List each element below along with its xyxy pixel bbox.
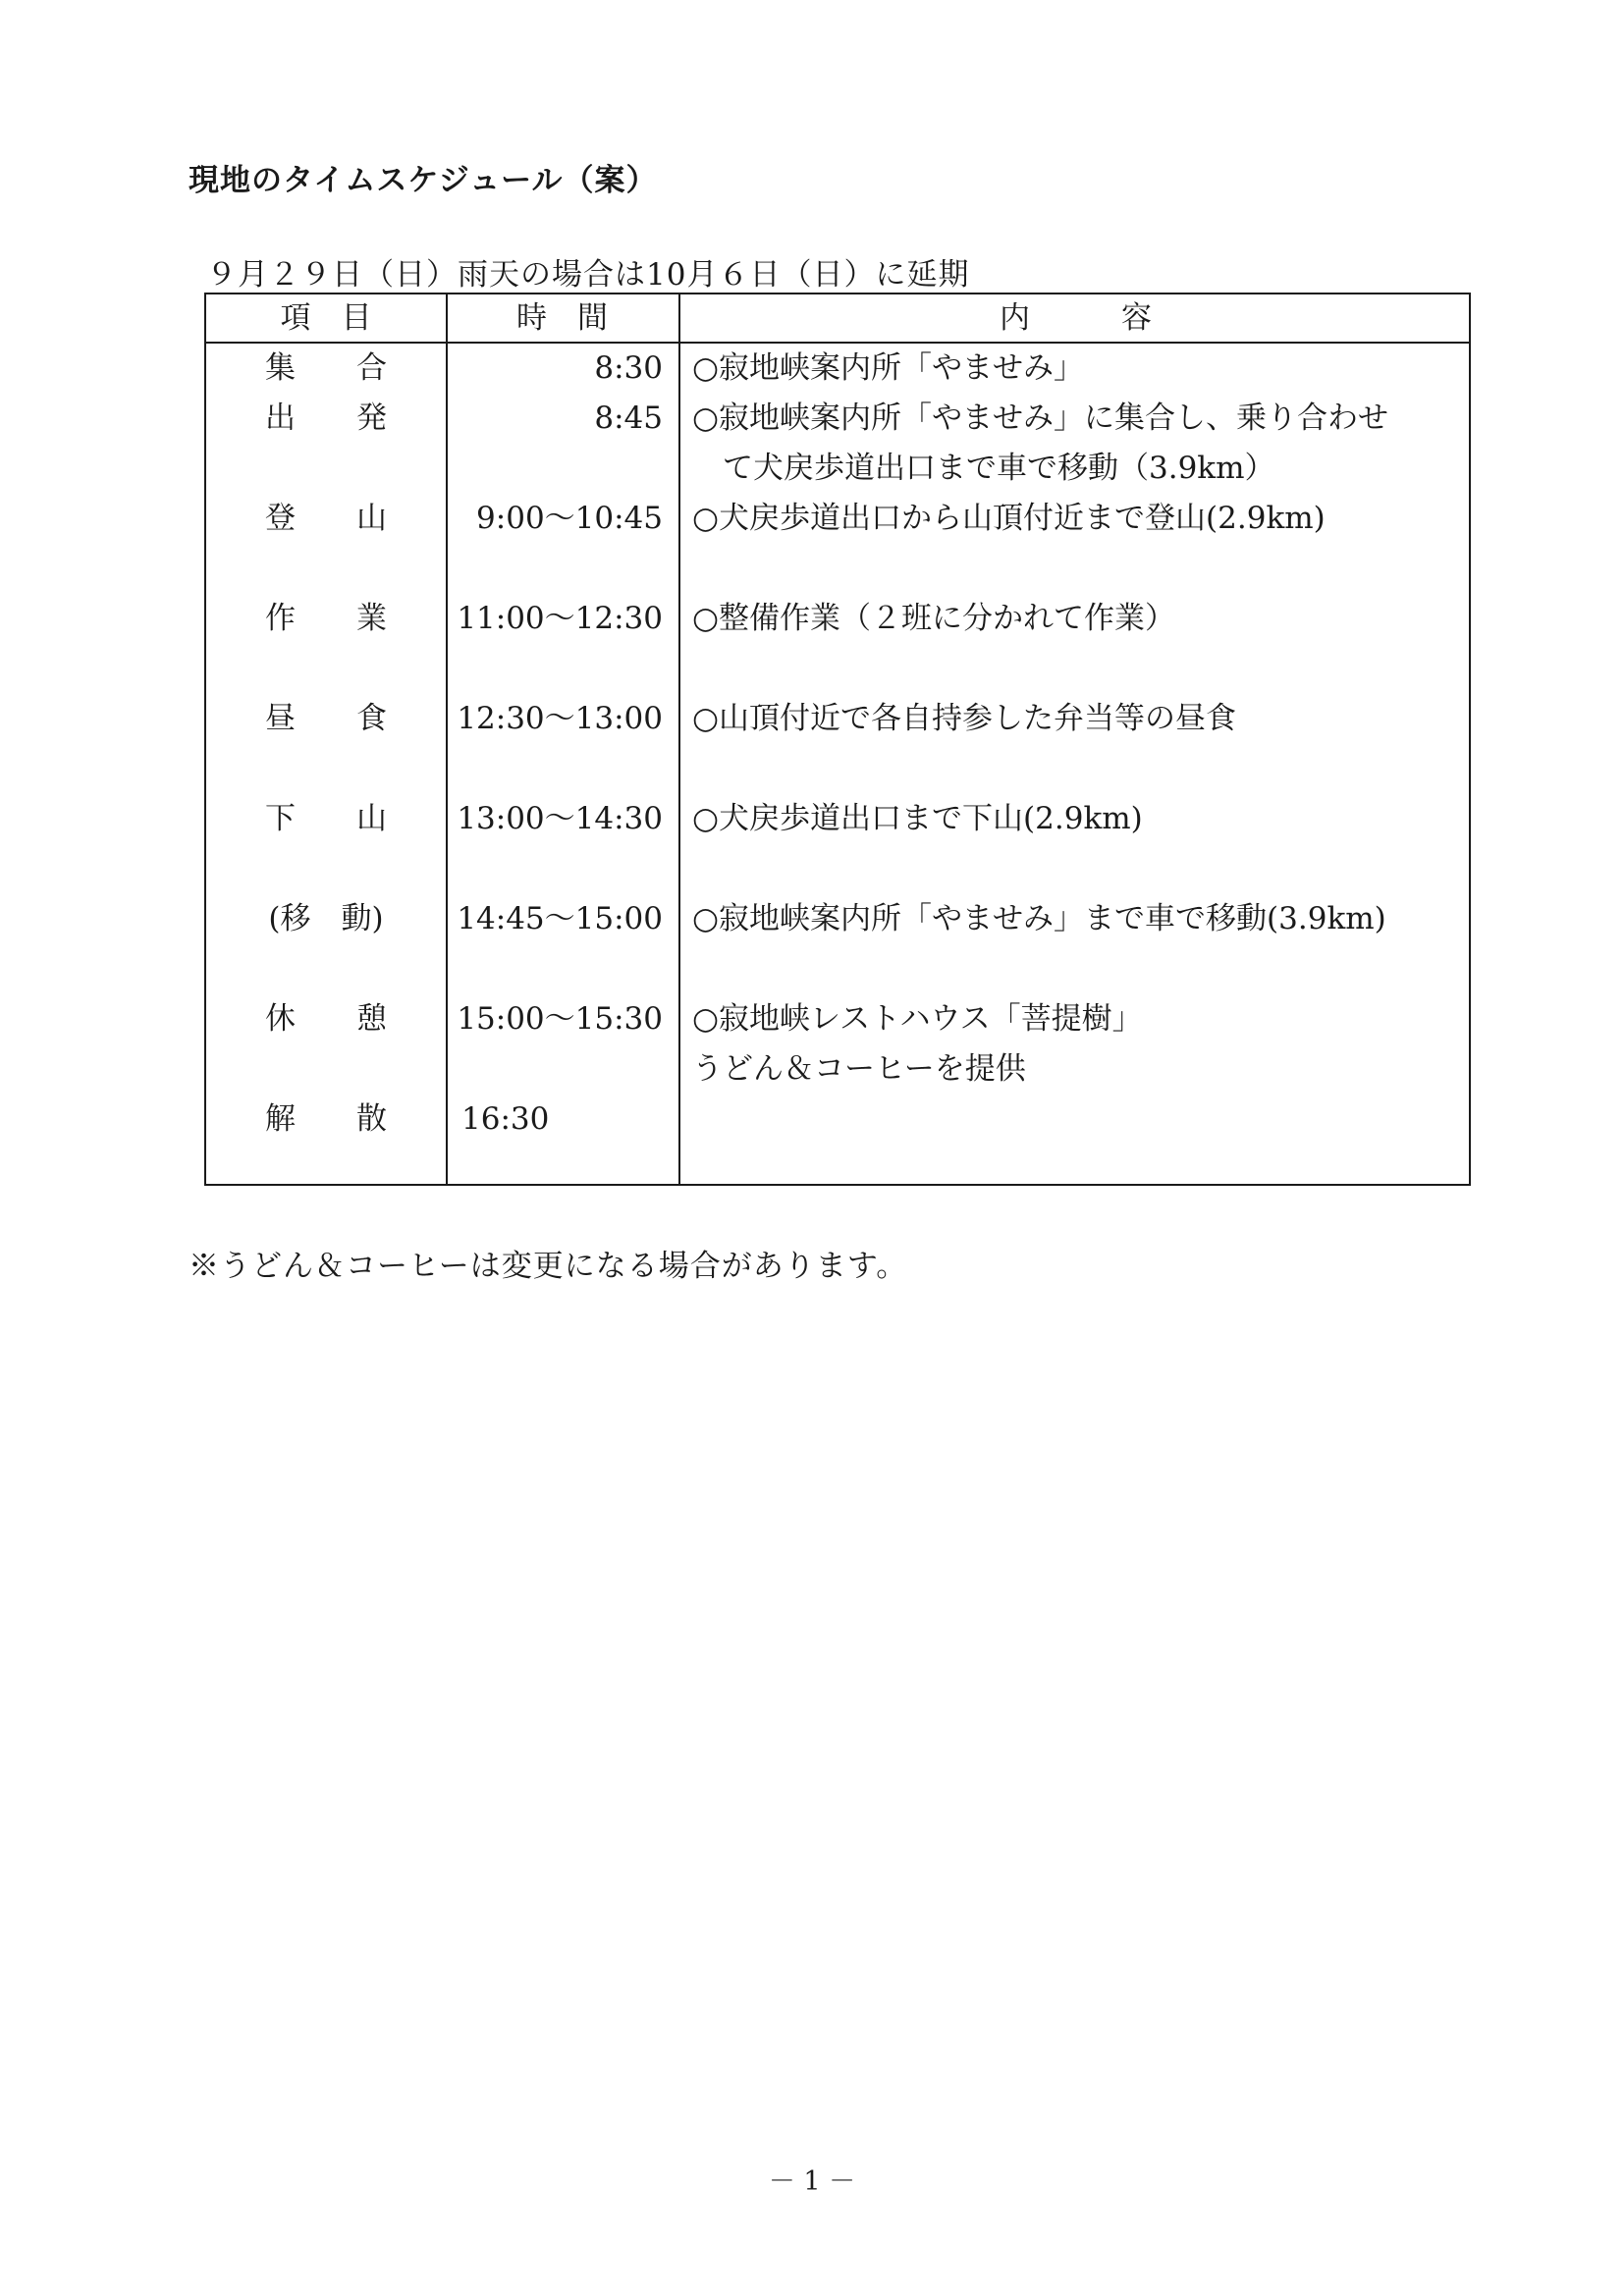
table-row	[206, 994, 1469, 1044]
event-date-line: ９月２９日（日）雨天の場合は10月６日（日）に延期	[206, 257, 970, 293]
row-item	[206, 444, 446, 494]
table-row	[206, 694, 1469, 744]
row-content: うどん＆コーヒーを提供	[692, 1051, 1026, 1087]
row-content: ○犬戻歩道出口まで下山(2.9km)	[692, 801, 1143, 836]
table-row	[206, 594, 1469, 644]
row-item: 解 散	[265, 1101, 387, 1137]
table-row	[206, 1044, 1469, 1095]
table-row	[206, 1095, 1469, 1145]
row-content: ○寂地峡案内所「やませみ」まで車で移動(3.9km)	[692, 901, 1386, 936]
row-content: ○山頂付近で各自持参した弁当等の昼食	[692, 701, 1237, 736]
table-row	[206, 344, 1469, 394]
row-item: (移 動)	[268, 901, 384, 936]
row-item: 下 山	[265, 801, 387, 836]
row-time: 11:00～12:30	[457, 601, 663, 636]
table-row	[206, 394, 1469, 444]
row-time	[446, 444, 678, 494]
row-item: 集 合	[265, 350, 387, 386]
row-item: 休 憩	[265, 1001, 387, 1037]
page-number: － 1 －	[768, 2166, 856, 2197]
row-time: 14:45～15:00	[457, 901, 663, 936]
row-time: 8:45	[594, 400, 663, 436]
row-item: 作 業	[265, 601, 387, 636]
row-time: 9:00～10:45	[476, 501, 663, 536]
row-content: ○寂地峡案内所「やませみ」に集合し、乗り合わせ	[692, 400, 1389, 436]
row-time: 15:00～15:30	[457, 1001, 663, 1037]
row-content: ○犬戻歩道出口から山頂付近まで登山(2.9km)	[692, 501, 1326, 536]
table-row	[206, 894, 1469, 944]
row-item: 昼 食	[265, 701, 387, 736]
schedule-table	[204, 293, 1471, 1186]
row-time: 13:00～14:30	[457, 801, 663, 836]
row-content	[692, 1095, 1468, 1145]
footnote: ※うどん＆コーヒーは変更になる場合があります。	[189, 1249, 908, 1284]
table-row	[206, 494, 1469, 544]
row-content: ○整備作業（２班に分かれて作業）	[692, 601, 1176, 636]
header-item: 項 目	[280, 300, 372, 336]
table-row	[206, 794, 1469, 844]
row-item: 登 山	[265, 501, 387, 536]
row-item	[206, 1044, 446, 1095]
row-time: 16:30	[461, 1101, 550, 1137]
row-content: ○寂地峡レストハウス「菩提樹」	[692, 1001, 1143, 1037]
row-item: 出 発	[265, 400, 387, 436]
header-time: 時 間	[516, 300, 608, 336]
row-time	[446, 1044, 678, 1095]
row-time: 8:30	[594, 350, 663, 386]
row-content: て犬戻歩道出口まで車で移動（3.9km）	[692, 451, 1275, 486]
row-content: ○寂地峡案内所「やませみ」	[692, 350, 1085, 386]
row-time: 12:30～13:00	[457, 701, 663, 736]
header-content: 内 容	[1000, 300, 1152, 336]
table-row	[206, 444, 1469, 494]
document-title: 現地のタイムスケジュール（案）	[189, 163, 658, 198]
